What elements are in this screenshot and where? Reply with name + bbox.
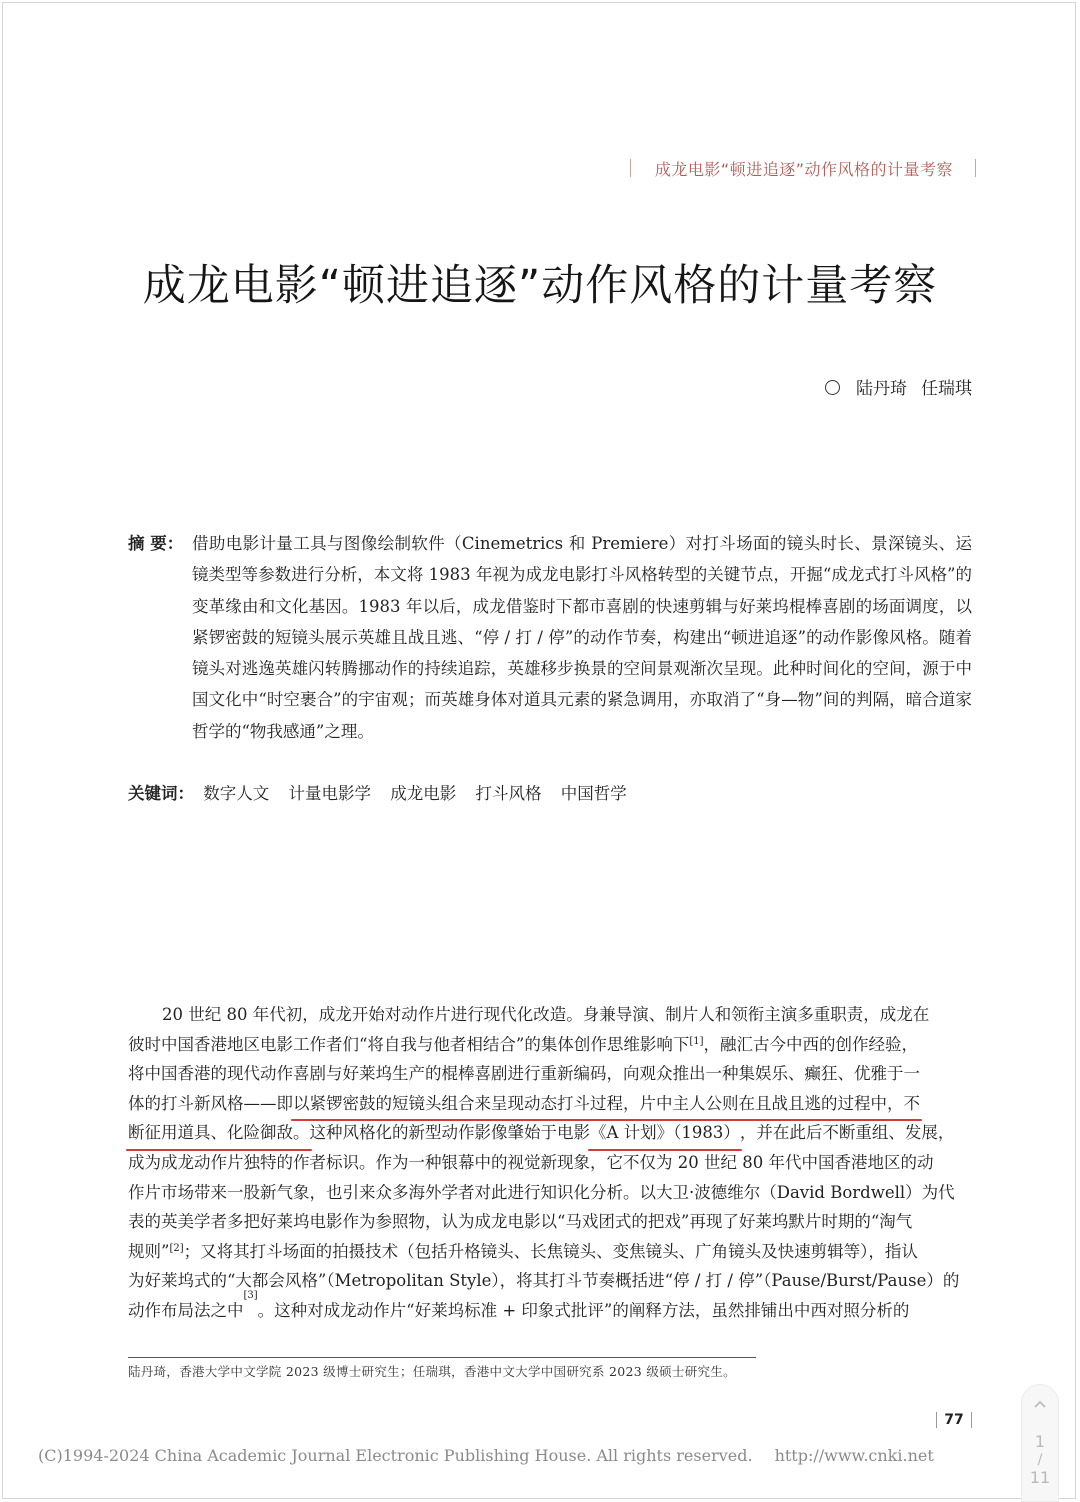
body-line <box>128 1059 972 1089</box>
keyword: 计量电影学 <box>288 784 371 803</box>
body-line <box>128 1289 972 1326</box>
body-line <box>128 1000 972 1030</box>
author-marker-icon <box>825 380 840 395</box>
body-text: 成为成龙动作片独特的作者标识。作为一种银幕中的视觉新现象，它不仅为 20 世纪 80 年代中国香港地区的动 <box>128 1152 934 1172</box>
running-head <box>586 156 976 180</box>
author-name-1: 陆丹琦 <box>856 379 907 399</box>
body-line <box>128 1207 972 1237</box>
running-head-bar-right <box>975 159 976 177</box>
body-text-segment: ，并在此后不断重组、发展， <box>739 1123 955 1143</box>
keywords <box>128 780 641 808</box>
copyright-url[interactable]: http://www.cnki.net <box>774 1446 934 1465</box>
highlight-underline-2: 断征用道具、化险御敌。 <box>128 1118 310 1148</box>
page-number-bar-left <box>936 1412 937 1428</box>
body-line <box>128 1237 972 1267</box>
body-text: 表的英美学者多把好莱坞电影作为参照物，认为成龙电影以“马戏团式的把戏”再现了好莱坞默片时期的“淘气 <box>128 1212 913 1232</box>
author-footnote: 陆丹琦，香港大学中文学院 2023 级博士研究生；任瑞琪，香港中文大学中国研究系 2023 级硕士研究生。 <box>128 1364 736 1379</box>
body-text-segment: 规则” <box>128 1241 170 1261</box>
highlight-underline-1: 以紧锣密鼓的短镜头组合来呈现动态打斗过程，片中主人公则在且战且逃的过程中，不 <box>293 1089 920 1119</box>
main-body-text <box>128 1000 972 1326</box>
body-text <box>128 1089 920 1119</box>
abstract-label: 摘 要： <box>128 534 184 553</box>
abstract <box>128 528 972 747</box>
body-text: 为好莱坞式的“大都会风格”（Metropolitan Style），将其打斗节奏概括进“停 / 打 / 停”（Pause/Burst/Pause）的 <box>128 1271 960 1291</box>
citation-2[interactable]: [2] <box>169 1242 184 1254</box>
body-text-segment: 这种风格化的新型动作影像肇始于电影 <box>309 1123 590 1143</box>
keyword: 成龙电影 <box>390 784 457 803</box>
body-text: 作片市场带来一股新气象，也引来众多海外学者对此进行知识化分析。以大卫·波德维尔（David Bordwell）为代 <box>128 1182 955 1202</box>
article-title: 成龙电影“顿进追逐”动作风格的计量考察 <box>142 261 938 311</box>
author-name-2: 任瑞琪 <box>921 379 972 399</box>
body-text-segment: 。这种对成龙动作片“好莱坞标准 + 印象式批评”的阐释方法，虽然排铺出中西对照分析的 <box>257 1300 910 1320</box>
body-line <box>128 1118 972 1148</box>
pager-current-page: 1 <box>1034 1432 1046 1451</box>
running-head-text: 成龙电影“顿进追逐”动作风格的计量考察 <box>654 159 953 179</box>
body-text-segment: 体的打斗新风格——即 <box>128 1093 293 1113</box>
body-text-segment: 彼时中国香港地区电影工作者们“将自我与他者相结合”的集体创作思维影响下 <box>128 1034 690 1054</box>
authors <box>825 374 972 399</box>
highlight-underline-3: 《A 计划》（1983） <box>590 1118 740 1148</box>
keyword: 数字人文 <box>203 784 270 803</box>
page-navigator[interactable] <box>1021 1384 1059 1502</box>
pager-total-pages: 11 <box>1029 1468 1051 1487</box>
chevron-up-icon[interactable] <box>1034 1399 1046 1411</box>
keywords-label: 关键词： <box>128 784 194 803</box>
page-number-bar-right <box>971 1412 972 1428</box>
citation-1[interactable]: [1] <box>689 1035 704 1047</box>
keyword: 中国哲学 <box>560 784 627 803</box>
body-text: 将中国香港的现代动作喜剧与好莱坞生产的棍棒喜剧进行重新编码，向观众推出一种集娱乐、癫狂、优雅于一 <box>128 1064 920 1084</box>
body-text <box>128 1030 918 1060</box>
body-line <box>128 1030 972 1060</box>
keyword: 打斗风格 <box>475 784 542 803</box>
body-text: 20 世纪 80 年代初，成龙开始对动作片进行现代化改造。身兼导演、制片人和领衔主演多重职责，成龙在 <box>162 1005 930 1024</box>
body-line <box>128 1089 972 1119</box>
body-text <box>128 1118 954 1148</box>
body-text-segment: 动作布局法之中 <box>128 1300 244 1320</box>
copyright-text: (C)1994-2024 China Academic Journal Electronic Publishing House. All rights reserved. <box>38 1446 753 1465</box>
footnote-divider <box>128 1357 756 1358</box>
body-text <box>128 1237 918 1267</box>
page-number <box>936 1410 972 1430</box>
running-head-bar-left <box>630 159 631 177</box>
pager-separator: / <box>1037 1452 1043 1468</box>
body-text-segment: ，融汇古今中西的创作经验， <box>703 1034 919 1054</box>
body-line <box>128 1178 972 1208</box>
body-line <box>128 1148 972 1178</box>
body-text-segment: ；又将其打斗场面的拍摄技术（包括升格镜头、长焦镜头、变焦镜头、广角镜头及快速剪辑等），指认 <box>183 1241 918 1261</box>
abstract-text: 借助电影计量工具与图像绘制软件（Cinemetrics 和 Premiere）对打斗场面的镜头时长、景深镜头、运镜类型等参数进行分析，本文将 1983 年视为成龙电影打斗风格转型的关键节点，开掘“成龙式打斗风格”的变革缘由和文化基因。1983 年以后，成龙借鉴时下都市喜剧的快速剪辑与好莱坞棍棒喜剧的场面调度，以紧锣密鼓的短镜头展示英雄且战且逃、“停 / 打 / 停”的动作节奏，构建出“顿进追逐”的动作影像风格。随着镜头对逃逸英雄闪转腾挪动作的持续追踪，英雄移步换景的空间景观渐次呈现。此种时间化的空间，源于中国文化中“时空裹合”的宇宙观；而英雄身体对道具元素的紧急调用，亦取消了“身—物”间的判隔，暗合道家哲学的“物我感通”之理。 <box>192 534 972 741</box>
page-number-value: 77 <box>944 1412 964 1428</box>
copyright-line <box>38 1446 934 1465</box>
citation-3[interactable]: [3] <box>243 1289 258 1301</box>
